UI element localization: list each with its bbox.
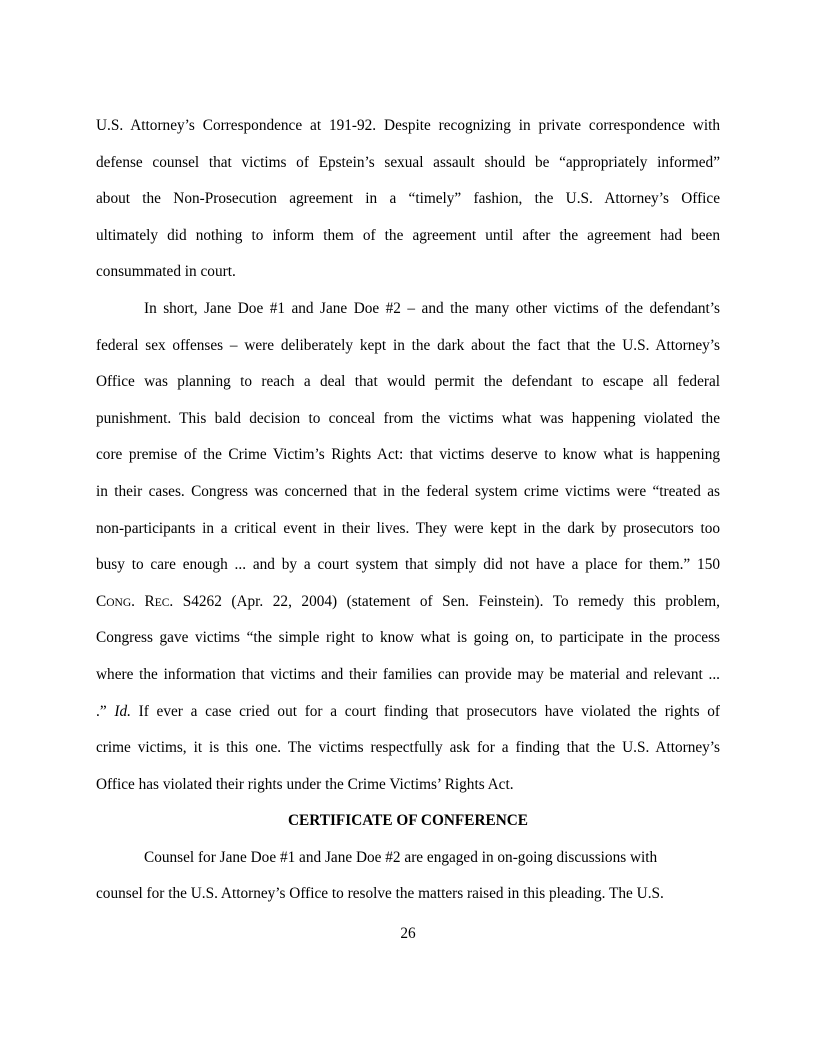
paragraph-3 [96,840,720,913]
rec-initial: R [144,592,155,610]
document-body [96,108,720,913]
cong-smallcaps: ONG [106,596,132,609]
rec-smallcaps: EC [154,596,170,609]
quote-close: .” [96,702,115,720]
text-line: Office was planning to reach a deal that would permit the defendant to escape all federal [96,373,720,391]
text-line: In short, Jane Doe #1 and Jane Doe #2 – and the many other victims of the defendant’s [144,299,720,317]
text-line: defense counsel that victims of Epstein’s sexual assault should be “appropriately informed” [96,153,720,171]
text-line: U.S. Attorney’s Correspondence at 191-92. Despite recognizing in private correspondence with [96,117,720,134]
paragraph-1 [96,108,720,291]
citation-line: CONG. REC. S4262 (Apr. 22, 2004) (statement of Sen. Feinstein). To remedy this problem, [96,592,720,610]
paragraph-2 [96,291,720,803]
text-line: punishment. This bald decision to conceal from the victims what was happening violated the [96,409,720,427]
text-line: Counsel for Jane Doe #1 and Jane Doe #2 are engaged in on-going discussions with [144,848,658,866]
text-line: federal sex offenses – were deliberately kept in the dark about the fact that the U.S. Attorney’s [96,336,720,354]
text-line: non-participants in a critical event in their lives. They were kept in the dark by prosecutors too [96,519,720,537]
text-line: where the information that victims and their families can provide may be material and relevant ... [96,665,720,683]
text-line: counsel for the U.S. Attorney’s Office to resolve the matters raised in this pleading. The U.S. [96,885,664,903]
text-line: ultimately did nothing to inform them of the agreement until after the agreement had been [96,226,720,244]
id-signal: Id. [114,702,131,720]
cong-initial: C [96,592,107,610]
text-line: crime victims, it is this one. The victims respectfully ask for a finding that the U.S. Attorney’s [96,739,720,757]
text-line: in their cases. Congress was concerned that in the federal system crime victims were “treated as [96,482,720,500]
text-line: core premise of the Crime Victim’s Rights Act: that victims deserve to know what is happening [96,446,720,464]
text-line: Office has violated their rights under the Crime Victims’ Rights Act. [96,775,514,793]
id-line-rest: If ever a case cried out for a court finding that prosecutors have violated the rights of [130,702,720,720]
page-number: 26 [400,925,416,942]
text-line: consummated in court. [96,263,236,281]
id-citation-line [96,694,720,731]
text-line: about the Non-Prosecution agreement in a “timely” fashion, the U.S. Attorney’s Office [96,190,720,208]
section-heading: CERTIFICATE OF CONFERENCE [288,812,528,830]
text-line: busy to care enough ... and by a court system that simply did not have a place for them.” 150 [96,556,720,574]
text-line: Congress gave victims “the simple right to know what is going on, to participate in the process [96,629,720,647]
citation-tail: . S4262 (Apr. 22, 2004) (statement of Sen. Feinstein). To remedy this problem, [169,592,720,610]
